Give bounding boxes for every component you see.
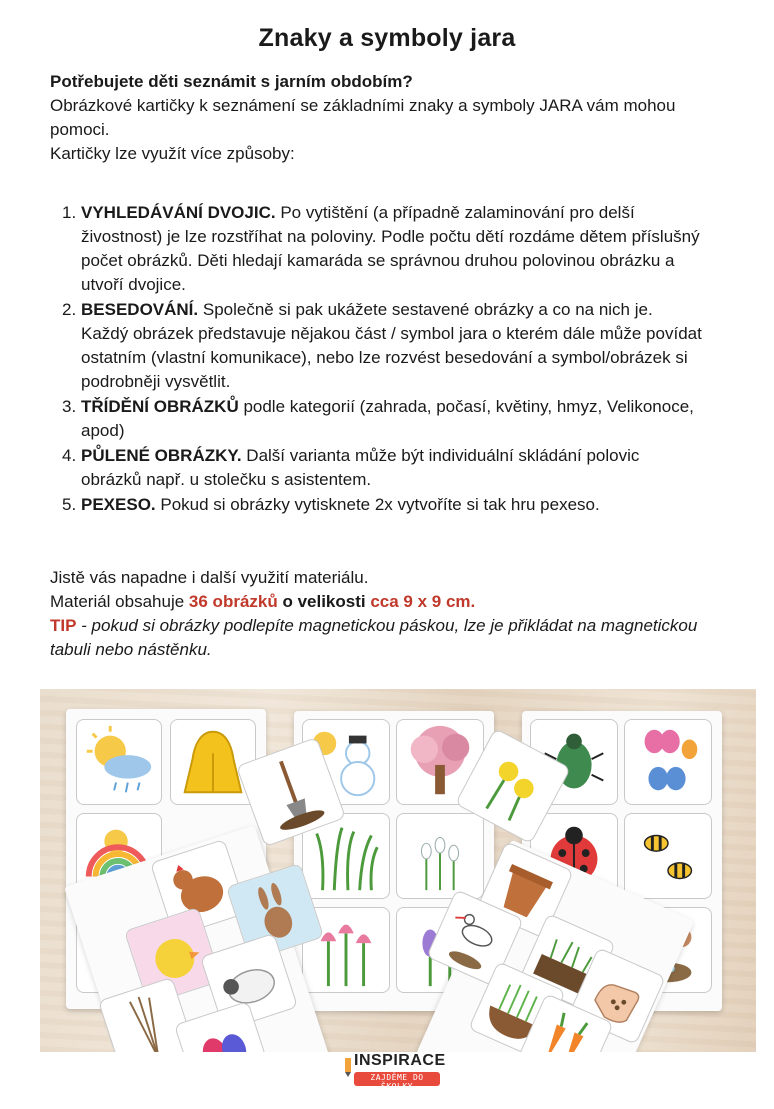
method-text: Další varianta může být individuální skládání polovic obrázků např. u stolečku s asistentem. — [81, 446, 640, 489]
product-photo — [40, 689, 756, 1052]
pencil-icon — [342, 1056, 354, 1078]
method-lead: PŮLENÉ OBRÁZKY. — [81, 446, 242, 465]
method-lead: VYHLEDÁVÁNÍ DVOJIC. — [81, 203, 276, 222]
card-size: cca 9 x 9 cm. — [370, 592, 476, 611]
tip-text: - pokud si obrázky podlepíte magnetickou páskou, lze je přikládat na magnetickou tabuli nebo nástěnku. — [50, 616, 698, 659]
card-sun-rain — [76, 719, 162, 805]
card-count: 36 obrázků — [188, 592, 278, 611]
method-text: Pokud si obrázky vytisknete 2x vytvoříte si tak hru pexeso. — [155, 495, 600, 514]
method-number: 4. — [62, 446, 77, 465]
method-item — [62, 298, 702, 394]
method-lead: BESEDOVÁNÍ. — [81, 300, 199, 319]
method-text: Po vytištění (a případně zalaminování pro delší živostnost) je lze rozstříhat na poloviny. Podle počtu dětí rozdáme dětem příslušný počet obrázků. Děti hledají kamaráda se správnou druhou polovinou obrázku a utvoří dvojice. — [81, 203, 700, 294]
card-bees — [624, 813, 712, 899]
tip-label: TIP — [50, 616, 77, 635]
method-item — [62, 201, 702, 297]
size-word: o velikosti — [277, 592, 371, 611]
logo-wordmark: INSPIRACE — [354, 1052, 446, 1069]
method-item — [62, 444, 702, 492]
intro-section — [50, 70, 730, 166]
intro-line-1: Obrázkové kartičky k seznámení se základními znaky a symboly JARA vám mohou pomoci. — [50, 96, 676, 139]
method-lead: TŘÍDĚNÍ OBRÁZKŮ — [81, 397, 239, 416]
contains-prefix: Materiál obsahuje — [50, 592, 189, 611]
outro-section — [50, 566, 740, 662]
method-number: 1. — [62, 203, 77, 222]
method-item — [62, 395, 702, 443]
intro-line-2: Kartičky lze využít více způsoby: — [50, 144, 295, 163]
outro-line-2 — [50, 590, 740, 614]
tip-line — [50, 614, 740, 662]
card-snowdrops — [396, 813, 484, 899]
intro-question: Potřebujete děti seznámit s jarním obdobím? — [50, 72, 413, 91]
method-text: Společně si pak ukážete sestavené obrázky a co na nich je. Každý obrázek představuje nějakou část / symbol jara o kterém dále může povídat ostatním (vlastní komunikace), nebo lze rozvést besedování a symbol/obrázek si podrobněji vysvětlit. — [81, 300, 702, 391]
method-number: 5. — [62, 495, 77, 514]
logo-tagline: ZAJDĚME DO ŠKOLKY — [370, 1073, 424, 1091]
card-butterflies — [624, 719, 712, 805]
outro-line-1: Jistě vás napadne i další využití materiálu. — [50, 568, 369, 587]
page-title: Znaky a symboly jara — [258, 24, 516, 52]
inspirace-logo — [342, 1050, 452, 1090]
method-text: podle kategorií (zahrada, počasí, květiny, hmyz, Velikonoce, apod) — [81, 397, 694, 440]
method-number: 3. — [62, 397, 77, 416]
method-lead: PEXESO. — [81, 495, 156, 514]
method-item — [62, 493, 702, 517]
method-number: 2. — [62, 300, 77, 319]
methods-list — [62, 201, 702, 518]
card-raincoat — [170, 719, 256, 805]
